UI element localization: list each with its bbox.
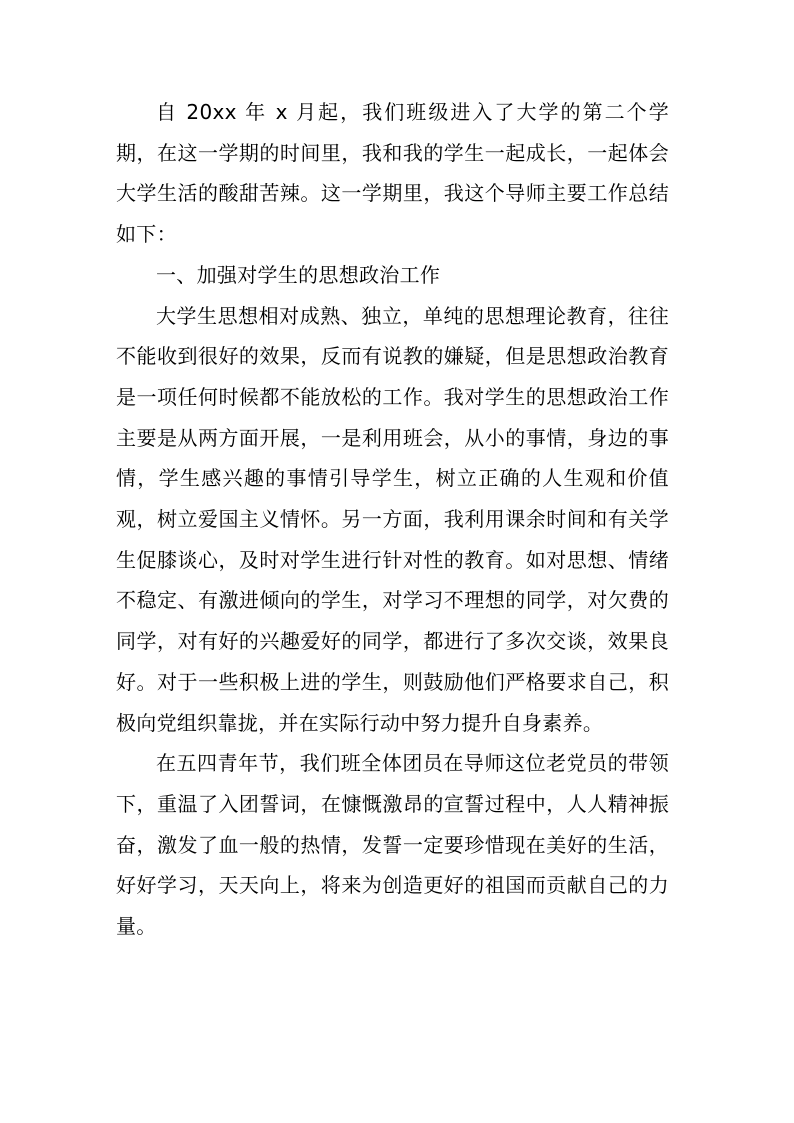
body-paragraph-political-work: 大学生思想相对成熟、独立，单纯的思想理论教育，往往不能收到很好的效果，反而有说教的嫌疑，但是思想政治教育是一项任何时候都不能放松的工作。我对学生的思想政治工作主要是从两方面开展，一是利用班会，从小的事情，身边的事情，学生感兴趣的事情引导学生，树立正确的人生观和价值观，树立爱国主义情怀。另一方面，我利用课余时间和有关学生促膝谈心，及时对学生进行针对性的教育。如对思想、情绪不稳定、有激进倾向的学生，对学习不理想的同学，对欠费的同学，对有好的兴趣爱好的同学，都进行了多次交谈，效果良好。对于一些积极上进的学生，则鼓励他们严格要求自己，积极向党组织靠拢，并在实际行动中努力提升自身素养。 <box>116 303 669 735</box>
section-heading: 一、加强对学生的思想政治工作 <box>156 262 441 287</box>
body-paragraph-youth-day: 在五四青年节，我们班全体团员在导师这位老党员的带领下，重温了入团誓词，在慷慨激昂的宣誓过程中，人人精神振奋，激发了血一般的热情，发誓一定要珍惜现在美好的生活，好好学习，天天向上，将来为创造更好的祖国而贡献自己的力量。 <box>116 751 669 939</box>
intro-paragraph: 自 20xx 年 x 月起，我们班级进入了大学的第二个学期，在这一学期的时间里，我和我的学生一起成长，一起体会大学生活的酸甜苦辣。这一学期里，我这个导师主要工作总结如下： <box>116 100 669 247</box>
document-body <box>116 92 669 947</box>
